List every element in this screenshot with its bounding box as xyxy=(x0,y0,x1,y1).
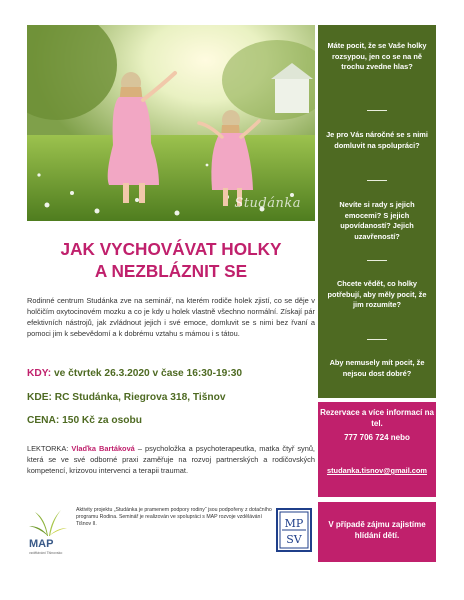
event-price xyxy=(27,415,142,426)
mpsv-logo xyxy=(276,508,312,552)
where-value: RC Studánka, Riegrova 318, Tišnov xyxy=(54,392,226,403)
footer-text: Aktivity projektu „Studánka je pramenem podpory rodiny“ jsou podpořeny z dotačního programu Rodina. Seminář je realizován ve spolupráci s MAP rozvoje vzdělávání Tišnov II. xyxy=(76,507,272,528)
price-label: CENA: xyxy=(27,415,60,426)
when-value: ve čtvrtek 26.3.2020 v čase 16:30-19:30 xyxy=(54,368,243,379)
map-logo-title: MAP xyxy=(29,538,54,550)
mpsv-logo-graphic xyxy=(276,508,312,552)
question-4: Chcete vědět, co holky potřebují, aby měly pocit, že jim rozumíte? xyxy=(327,279,427,310)
lecturer-name: Vlaďka Bartáková xyxy=(71,444,135,453)
price-value: 150 Kč za osobu xyxy=(62,415,142,426)
separator xyxy=(367,260,387,261)
map-logo xyxy=(27,508,69,556)
question-5: Aby nemusely mít pocit, že nejsou dost dobré? xyxy=(329,358,425,378)
hero-photo xyxy=(27,25,315,221)
reservation-email-link[interactable]: studanka.tisnov@gmail.com xyxy=(326,466,428,475)
questions-sidebar xyxy=(318,25,436,398)
lecturer-label: LEKTORKA: xyxy=(27,444,69,453)
map-logo-subtitle: vzdělávání Tišnovsko xyxy=(29,551,63,555)
when-label: KDY: xyxy=(27,368,52,379)
babysitting-text: V případě zájmu zajistíme hlídání dětí. xyxy=(328,520,426,540)
title-line-1: JAK VYCHOVÁVAT HOLKY xyxy=(60,239,282,259)
girls-meadow-illustration xyxy=(27,25,315,221)
separator xyxy=(367,339,387,340)
lecturer-description: – psycholožka a psychoterapeutka, matka čtyř synů, která se ve své odborné praxi zaměřuje na rozvoj partnerských a rodičovských kompetencí, krizovou intervenci a terapii traumat. xyxy=(27,444,315,475)
intro-paragraph: Rodinné centrum Studánka zve na seminář, na kterém rodiče holek zjistí, co se děje v holčičím oxytocinovém mozku a co je kdy u holek vlastně všechno normální. Získají pár efektivních nástrojů, jak zvládnout jejich i své emoce, domluvit se s nimi bez řvaní a pomoci jim k sebevědomí a k dobrému vztahu s mámou i s tátou. xyxy=(27,296,315,338)
photo-watermark: Studánka xyxy=(234,196,301,211)
question-2: Je pro Vás náročné se s nimi domluvit na spolupráci? xyxy=(326,130,428,150)
question-3: Nevíte si rady s jejich emocemi? S jejich upovídaností? Jejich uzavřeností? xyxy=(339,200,415,241)
mpsv-top-text: MP xyxy=(284,517,304,530)
reservation-text: Rezervace a více informací na tel. xyxy=(320,408,434,428)
separator xyxy=(367,110,387,111)
separator xyxy=(367,180,387,181)
page-title xyxy=(27,238,315,282)
map-leaves-icon xyxy=(27,508,69,538)
event-when xyxy=(27,368,242,379)
reservation-box xyxy=(318,402,436,497)
babysitting-box xyxy=(318,502,436,562)
reservation-phone: 777 706 724 nebo xyxy=(344,433,410,442)
mpsv-bottom-text: SV xyxy=(286,533,302,546)
title-line-2: A NEZBLÁZNIT SE xyxy=(94,261,248,281)
question-1: Máte pocit, že se Vaše holky rozsypou, jen co se na ně trochu zvedne hlas? xyxy=(327,41,427,72)
where-label: KDE: xyxy=(27,392,52,403)
lecturer-paragraph xyxy=(27,443,315,476)
event-where xyxy=(27,392,226,403)
